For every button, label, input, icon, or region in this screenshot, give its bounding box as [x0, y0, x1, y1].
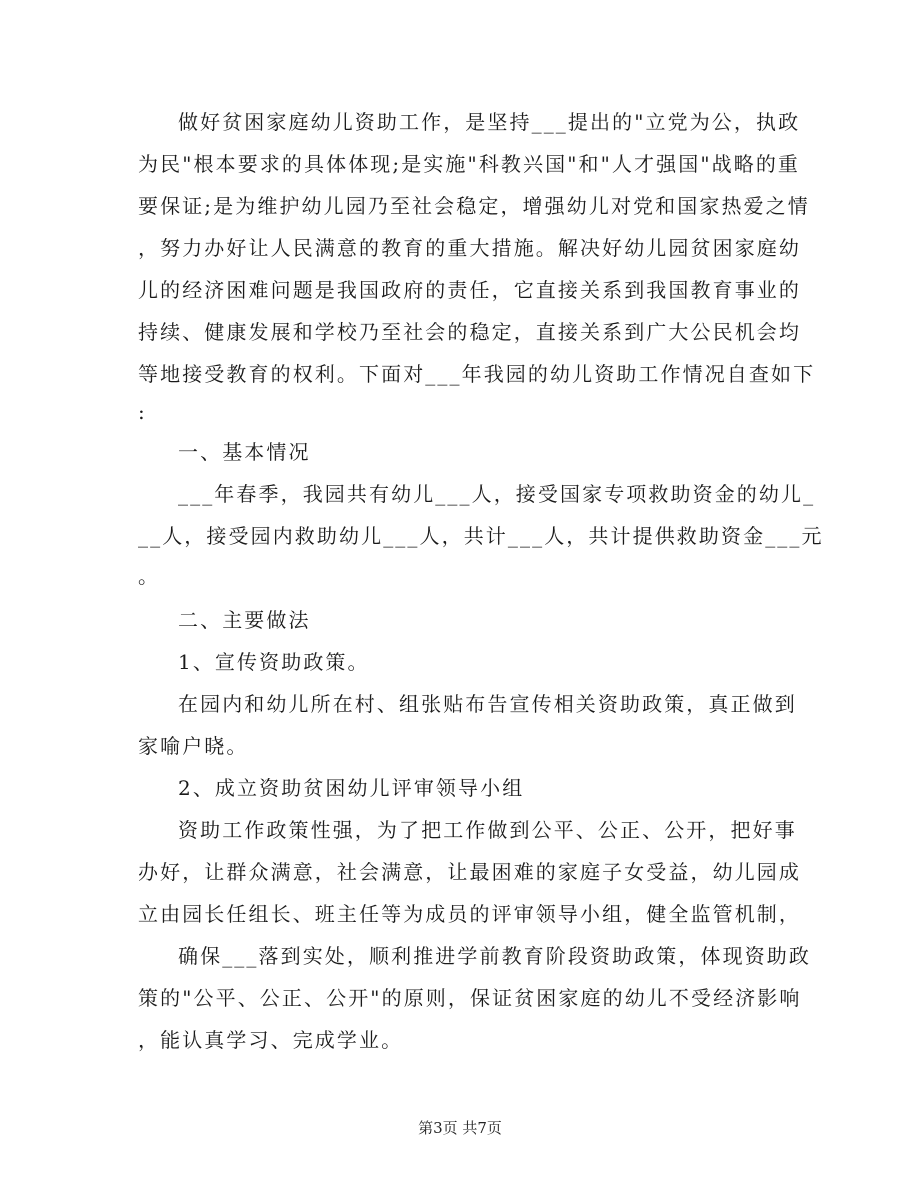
paragraph-line: __人，接受园内救助幼儿___人，共计___人，共计提供救助资金___元 — [138, 524, 824, 548]
paragraph-line: 为民"根本要求的具体体现;是实施"科教兴国"和"人才强国"战略的重 — [138, 152, 801, 176]
paragraph-line: 确保___落到实处，顺利推进学前教育阶段资助政策，体现资助政 — [178, 944, 811, 968]
subsection-heading: 1、宣传资助政策。 — [178, 650, 370, 674]
paragraph-line: 资助工作政策性强，为了把工作做到公平、公正、公开，把好事 — [178, 818, 797, 842]
paragraph-line: ___年春季，我园共有幼儿___人，接受国家专项救助资金的幼儿_ — [178, 482, 816, 506]
paragraph-line: 在园内和幼儿所在村、组张贴布告宣传相关资助政策，真正做到 — [178, 692, 797, 716]
paragraph-line: 。 — [138, 564, 161, 588]
paragraph-line: 持续、健康发展和学校乃至社会的稳定，直接关系到广大公民机会均 — [138, 320, 801, 344]
paragraph-line: 办好，让群众满意，社会满意，让最困难的家庭子女受益，幼儿园成 — [138, 860, 801, 884]
paragraph-line: ，努力办好让人民满意的教育的重大措施。解决好幼儿园贫困家庭幼 — [138, 236, 801, 260]
paragraph-line: 家喻户晓。 — [138, 734, 249, 758]
paragraph-line: 儿的经济困难问题是我国政府的责任，它直接关系到我国教育事业的 — [138, 278, 801, 302]
paragraph-line: 等地接受教育的权利。下面对___年我园的幼儿资助工作情况自查如下 — [138, 362, 816, 386]
paragraph-line: 立由园长任组长、班主任等为成员的评审领导小组，健全监管机制， — [138, 902, 801, 926]
paragraph-line: ，能认真学习、完成学业。 — [138, 1028, 404, 1052]
paragraph-line: : — [138, 400, 147, 424]
subsection-heading: 2、成立资助贫困幼儿评审领导小组 — [178, 776, 525, 800]
paragraph-line: 做好贫困家庭幼儿资助工作，是坚持___提出的"立党为公，执政 — [178, 110, 801, 134]
paragraph-line: 要保证;是为维护幼儿园乃至社会稳定，增强幼儿对党和国家热爱之情 — [138, 194, 810, 218]
page-number-footer: 第3页 共7页 — [418, 1119, 502, 1137]
section-heading: 一、基本情况 — [178, 440, 311, 464]
paragraph-line: 策的"公平、公正、公开"的原则，保证贫困家庭的幼儿不受经济影响 — [138, 986, 802, 1010]
section-heading: 二、主要做法 — [178, 608, 311, 632]
